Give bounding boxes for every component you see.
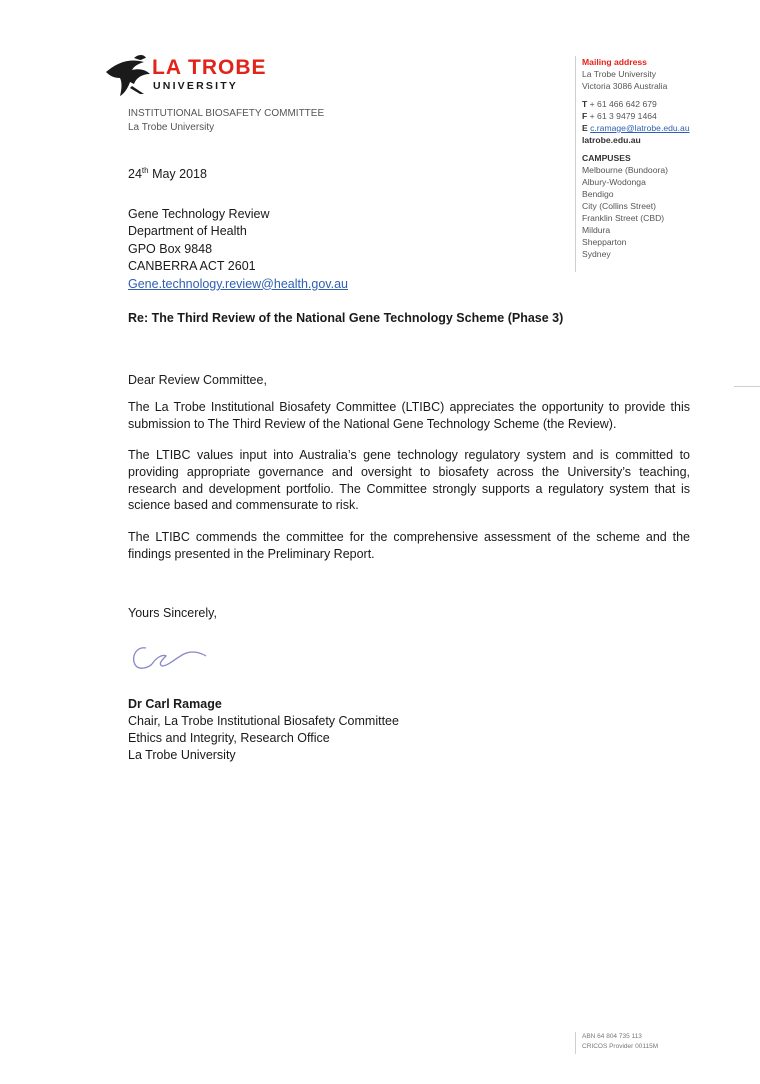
website-link[interactable]: latrobe.edu.au <box>582 135 641 145</box>
fax-label: F <box>582 111 588 121</box>
email-label: E <box>582 123 588 133</box>
logo-subtitle: UNIVERSITY <box>153 80 239 92</box>
campus-item: City (Collins Street) <box>582 201 657 211</box>
mailing-heading: Mailing address <box>582 57 647 67</box>
signer-name: Dr Carl Ramage <box>128 697 222 711</box>
committee-org: La Trobe University <box>128 122 215 133</box>
email-row <box>582 122 732 134</box>
mailing-line-2: Victoria 3086 Australia <box>582 81 668 91</box>
campus-item: Franklin Street (CBD) <box>582 213 665 223</box>
signature-image <box>126 636 216 676</box>
logo-wordmark: LA TROBE <box>152 56 267 79</box>
recipient-line: GPO Box 9848 <box>128 241 213 256</box>
committee-header <box>128 107 324 135</box>
contact-sidebar <box>575 56 732 272</box>
phone-value: + 61 466 642 679 <box>589 99 657 109</box>
signer-dept: Ethics and Integrity, Research Office <box>128 731 330 745</box>
recipient-address <box>128 206 348 293</box>
letter-subject: Re: The Third Review of the National Gene Technology Scheme (Phase 3) <box>128 311 564 325</box>
campus-item: Mildura <box>582 225 611 235</box>
salutation: Dear Review Committee, <box>128 373 267 387</box>
campus-item: Sydney <box>582 249 611 259</box>
fax-row <box>582 110 732 122</box>
date-day: 24 <box>128 167 142 182</box>
footer-abn: ABN 64 804 735 113 <box>582 1033 642 1040</box>
phone-row <box>582 98 732 110</box>
recipient-line: Department of Health <box>128 224 247 239</box>
campus-item: Shepparton <box>582 237 627 247</box>
campuses-heading: CAMPUSES <box>582 153 631 163</box>
recipient-line: Gene Technology Review <box>128 207 270 221</box>
campus-item: Melbourne (Bundoora) <box>582 165 668 175</box>
campus-item: Albury-Wodonga <box>582 177 646 187</box>
body-paragraph: The LTIBC commends the committee for the comprehensive assessment of the scheme and the findings presented in the Preliminary Report. <box>128 530 690 561</box>
body-paragraph: The LTIBC values input into Australia’s gene technology regulatory system and is committed to providing appropriate governance and oversight to biosafety across the University’s teaching, research and development portfolio. The Committee strongly supports a regulatory system that is science based and commensurate to risk. <box>128 448 690 513</box>
email-link[interactable]: c.ramage@latrobe.edu.au <box>590 123 690 133</box>
fax-value: + 61 3 9479 1464 <box>589 111 657 121</box>
phone-label: T <box>582 99 588 109</box>
date-rest: May 2018 <box>152 167 207 182</box>
recipient-line: CANBERRA ACT 2601 <box>128 259 256 274</box>
letter-date <box>128 166 207 181</box>
recipient-email-link[interactable]: Gene.technology.review@health.gov.au <box>128 276 349 291</box>
date-suffix: th <box>141 166 149 175</box>
committee-name: INSTITUTIONAL BIOSAFETY COMMITTEE <box>128 108 325 119</box>
signer-title: Chair, La Trobe Institutional Biosafety Committee <box>128 714 399 728</box>
signer-block <box>128 696 399 764</box>
signer-org: La Trobe University <box>128 748 236 762</box>
closing: Yours Sincerely, <box>128 606 217 620</box>
body-paragraph: The La Trobe Institutional Biosafety Committee (LTIBC) appreciates the opportunity to provide this submission to The Third Review of the National Gene Technology Scheme (the Review). <box>128 400 690 431</box>
margin-rule <box>734 386 760 387</box>
mailing-line-1: La Trobe University <box>582 69 657 79</box>
footer <box>575 1032 658 1054</box>
footer-cricos: CRICOS Provider 00115M <box>582 1042 659 1050</box>
campus-item: Bendigo <box>582 189 614 199</box>
